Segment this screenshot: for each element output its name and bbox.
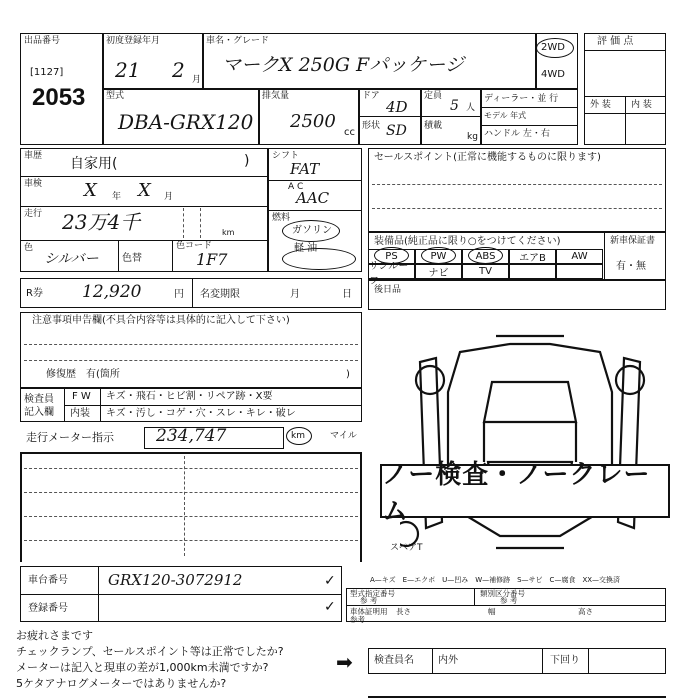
first-reg-month: 2	[172, 58, 185, 82]
mileage-unit: km	[222, 228, 235, 237]
interior-score-label: 内 装	[631, 100, 652, 110]
load-label: 積載	[424, 121, 443, 131]
capacity-unit: 人	[466, 103, 476, 113]
history-close: )	[244, 153, 250, 169]
score-label: 評 価 点	[597, 36, 634, 47]
exterior-label: 外 装	[590, 100, 611, 110]
lot-label: 出品番号	[24, 36, 61, 46]
equipment-item	[556, 264, 603, 279]
drive-2wd: 2WD	[541, 42, 565, 53]
footer-line: お疲れさまです	[16, 629, 93, 642]
equipment-label: 装備品(純正品に限り○をつけてください)	[374, 236, 561, 247]
equipment-item	[509, 264, 556, 279]
color-alt-label: 色替	[122, 253, 142, 264]
lot-small-number: [1127]	[30, 67, 64, 78]
capacity-label: 定員	[424, 91, 443, 101]
recycle-value: 12,920	[82, 282, 142, 302]
first-reg-year: 21	[115, 58, 141, 82]
no-inspection-stamp: ノー検査・ノークレーム	[380, 464, 670, 518]
footer-line: 5ケタアナログメーターではありませんか?	[16, 677, 227, 690]
post-frame	[368, 280, 666, 310]
mileage-value: 23万4千	[62, 210, 141, 234]
first-reg-label: 初度登録年月	[106, 36, 161, 46]
displacement-label: 排気量	[262, 91, 290, 101]
color-label: 色	[24, 243, 34, 253]
equipment-item: PS	[368, 249, 415, 264]
inspection-year-unit: 年	[112, 192, 122, 202]
name-grade-value: マークX 250G Fパッケージ	[222, 54, 464, 76]
size-label: 車体証明用 参考	[350, 607, 388, 624]
history-value: 自家用(	[70, 156, 118, 172]
fuel-gasoline: ガソリン	[292, 225, 332, 236]
equipment-item: AW	[556, 249, 603, 264]
color-code-label: 色コード	[176, 241, 213, 251]
equipment-item: TV	[462, 264, 509, 279]
load-unit: kg	[467, 132, 478, 142]
class-id-ref: 参 考	[500, 596, 518, 605]
shape-label: 形状	[362, 121, 381, 131]
model-year-label: モデル 年式	[484, 111, 527, 120]
footer-message	[16, 628, 284, 692]
reg-check: ✓	[324, 599, 336, 615]
inspector-label: 検査員 記入欄	[24, 394, 54, 418]
inspection-month: X	[138, 180, 151, 201]
mileage-label: 走行	[24, 209, 43, 219]
chassis-check: ✓	[324, 573, 336, 589]
model-label: 型式	[106, 91, 125, 101]
inspector-name-label: 検査員名	[374, 655, 414, 666]
interior-inspect-text: キズ・汚し・コゲ・穴・スレ・キレ・破レ	[106, 408, 296, 419]
shift-label: シフト	[272, 151, 300, 161]
recycle-frame	[20, 278, 362, 308]
door-label: ドア	[362, 91, 380, 101]
fuel-diesel: 軽 油	[294, 243, 318, 254]
class-id-label: 類別区分番号	[480, 589, 525, 598]
displacement-unit: cc	[344, 127, 355, 138]
caution-label: 注意事項申告欄(不具合内容等は具体的に記入して下さい)	[32, 315, 290, 326]
equipment-item: エアB	[509, 249, 556, 264]
door-value: 4D	[386, 98, 408, 116]
equipment-item: ナビ	[415, 264, 462, 279]
car-damage-diagram	[400, 322, 660, 568]
arrow-icon: ➡	[336, 650, 353, 674]
ac-label: A C	[288, 182, 304, 192]
post-label: 後日品	[374, 285, 402, 295]
footer-line: チェックランプ、セールスポイント等は正常でしたか?	[16, 645, 284, 658]
sales-point-label: セールスポイント(正常に機能するものに限ります)	[374, 152, 601, 163]
fuel-diesel-circle	[282, 248, 356, 270]
inspection-year: X	[84, 180, 97, 201]
lower-label: 下回り	[550, 655, 580, 666]
first-reg-month-unit: 月	[192, 75, 202, 85]
shape-value: SD	[386, 123, 407, 139]
meter-unit-mile: マイル	[330, 431, 357, 441]
title-change-label: 名変期限	[200, 289, 240, 300]
fuel-label: 燃料	[272, 213, 291, 223]
drive-4wd: 4WD	[541, 69, 565, 80]
recycle-unit: 円	[174, 289, 184, 300]
shift-value: FAT	[290, 160, 320, 178]
spare-label: スペアT	[390, 543, 423, 553]
capacity-value: 5	[450, 98, 459, 114]
length-label: 長さ	[396, 607, 411, 616]
meter-value: 234,747	[156, 426, 227, 446]
model-id-ref: 参 考	[360, 596, 378, 605]
repair-label: 修復歴 有(箇所	[46, 369, 120, 380]
warranty-label: 新車保証書	[610, 236, 656, 246]
displacement-value: 2500	[290, 111, 336, 132]
model-id-label: 型式指定番号	[350, 589, 395, 598]
title-change-day: 日	[342, 289, 352, 300]
interior-inspect-label: 内装	[70, 408, 90, 419]
lot-number: 2053	[32, 84, 86, 111]
warranty-options: 有・無	[616, 261, 646, 272]
meter-unit-km: km	[291, 431, 305, 441]
color-code-value: 1F7	[196, 250, 228, 269]
name-grade-label: 車名・グレード	[206, 36, 270, 46]
handle-label: ハンドル 左・右	[484, 129, 550, 139]
width-label: 幅	[488, 607, 496, 616]
equipment-item: サンルーフ	[368, 264, 415, 279]
equipment-item: ABS	[462, 249, 509, 264]
model-value: DBA-GRX120	[118, 110, 254, 134]
inspection-label: 車検	[24, 179, 43, 189]
chassis-label: 車台番号	[28, 575, 68, 586]
footer-line: メーターは記入と現車の差が1,000km未満ですか?	[16, 661, 269, 674]
meter-label: 走行メーター指示	[26, 431, 114, 444]
recycle-label: R券	[26, 288, 43, 299]
inspection-month-unit: 月	[164, 192, 174, 202]
color-value: シルバー	[44, 251, 99, 267]
damage-legend: A—キズ E—エクボ U—凹み W—補修跡 S—サビ C—腐食 XX—交換済	[370, 576, 621, 584]
history-label: 車歴	[24, 151, 43, 161]
equipment-item: PW	[415, 249, 462, 264]
equipment-circle	[421, 247, 456, 264]
title-change-month: 月	[290, 289, 300, 300]
ac-value: AAC	[296, 189, 330, 207]
height-label: 高さ	[578, 607, 593, 616]
reg-label: 登録番号	[28, 603, 68, 614]
fw-label: F W	[72, 391, 91, 402]
repair-close: )	[346, 369, 350, 380]
fw-text: キズ・飛石・ヒビ割・リペア跡・X要	[106, 391, 273, 402]
inspector-inside: 内外	[438, 655, 458, 666]
dealer-label: ディーラー・並 行	[484, 94, 559, 104]
chassis-value: GRX120-3072912	[108, 571, 243, 589]
equipment-circle	[468, 247, 503, 264]
